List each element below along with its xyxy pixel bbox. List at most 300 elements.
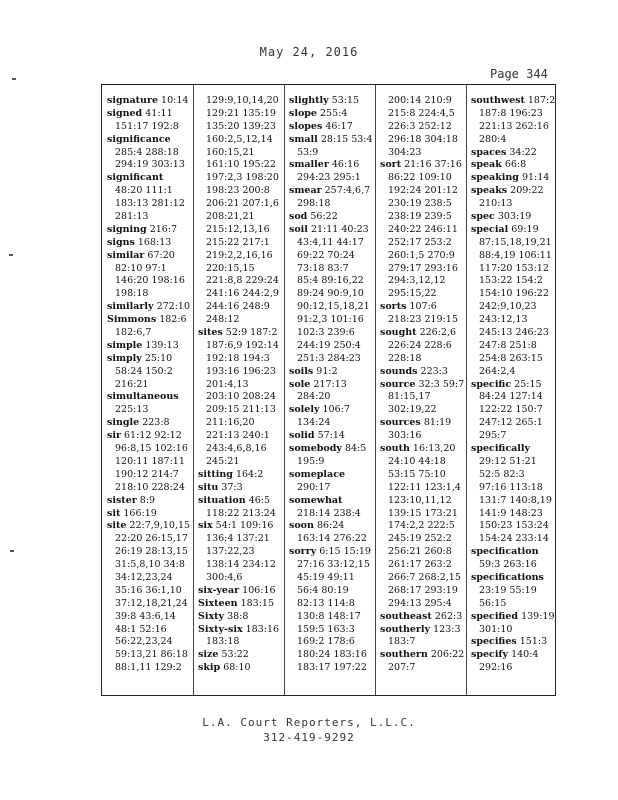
index-refs-continuation: 82:10 97:1 (115, 262, 167, 274)
index-refs-continuation: 73:18 83:7 (297, 262, 349, 274)
index-term: somebody (289, 443, 342, 455)
index-refs-continuation: 290:17 (297, 481, 331, 493)
index-refs-continuation: 256:21 260:8 (388, 546, 452, 558)
index-term: Sixteen (198, 597, 238, 609)
index-refs-continuation: 160:15,21 (206, 146, 255, 158)
index-term: soils (289, 365, 314, 377)
index-entry (471, 224, 557, 237)
index-refs-continuation: 228:18 (388, 352, 422, 364)
index-term: specifies (471, 636, 517, 648)
index-refs-continuation: 221:8,8 229:24 (206, 275, 279, 287)
index-refs-continuation: 96:8,15 102:16 (115, 443, 188, 455)
footer-phone: 312-419-9292 (263, 731, 355, 744)
index-entry (471, 636, 557, 649)
index-refs: 91:14 (521, 172, 550, 184)
index-refs-continuation: 29:12 51:21 (479, 455, 537, 467)
index-refs-continuation: 260:1,5 270:9 (388, 249, 455, 261)
column-divider (466, 85, 467, 695)
index-entry (107, 172, 193, 185)
index-refs: 303:19 (497, 211, 532, 223)
index-refs-continuation: 180:24 183:16 (297, 649, 367, 661)
index-entry (107, 95, 193, 108)
index-refs-continuation: 280:4 (479, 133, 507, 145)
index-refs: 183:16 (245, 623, 280, 635)
index-refs-continuation: 129:21 135:19 (206, 107, 276, 119)
index-entry (380, 301, 466, 314)
index-refs: 25:15 (514, 378, 542, 390)
index-term: sources (380, 417, 421, 429)
index-term: situ (198, 481, 219, 493)
index-refs-continuation: 151:17 192:8 (115, 120, 179, 132)
index-entry (380, 611, 466, 624)
index-refs-continuation: 58:24 150:2 (115, 365, 173, 377)
column-divider (193, 85, 194, 695)
scan-mark (9, 254, 13, 256)
index-refs-continuation: 56:15 (479, 597, 507, 609)
index-refs-continuation: 31:5,8,10 34:8 (115, 559, 185, 571)
index-refs-continuation: 243:4,6,8,16 (206, 443, 267, 455)
index-column-3 (289, 95, 375, 675)
index-refs-continuation: 245:21 (206, 455, 240, 467)
index-refs-continuation: 295:7 (479, 430, 507, 442)
index-refs-continuation: 209:15 211:13 (206, 404, 276, 416)
index-refs: 69:19 (511, 223, 539, 235)
index-refs-continuation: 200:14 210:9 (388, 95, 452, 106)
index-refs: 81:19 (423, 417, 452, 429)
index-refs: 67:20 (147, 249, 175, 261)
index-refs-continuation: 56:4 80:19 (297, 584, 349, 596)
index-refs-continuation: 139:15 173:21 (388, 507, 458, 519)
index-entry (380, 159, 466, 172)
index-entry (471, 185, 557, 198)
index-refs-continuation: 203:10 208:24 (206, 391, 276, 403)
index-refs-continuation: 187:8 196:23 (479, 107, 543, 119)
index-entry (198, 327, 284, 340)
index-refs-continuation: 174:2,2 222:5 (388, 520, 455, 532)
index-refs-continuation: 102:3 239:6 (297, 327, 355, 339)
index-refs: 54:1 109:16 (215, 520, 274, 532)
index-refs-continuation: 90:12,15,18,21 (297, 301, 370, 313)
index-refs: 86:24 (316, 520, 345, 532)
index-entry (471, 546, 557, 559)
index-refs: 106:16 (242, 584, 276, 596)
index-refs-continuation: 242:9,10,23 (479, 301, 537, 313)
index-refs-continuation: 88:4,19 106:11 (479, 249, 552, 261)
index-refs: 206:22 (430, 649, 465, 661)
index-refs: 257:4,6,7 (324, 185, 371, 197)
index-refs-continuation: 35:16 36:1,10 (115, 584, 182, 596)
index-refs-continuation: 266:7 268:2,15 (388, 571, 461, 583)
index-entry (380, 624, 466, 637)
index-table (101, 84, 556, 696)
index-entry (471, 649, 557, 662)
index-refs-continuation: 34:12,23,24 (115, 571, 173, 583)
index-refs-continuation: 220:15,15 (206, 262, 255, 274)
index-refs-continuation: 130:8 148:17 (297, 610, 361, 622)
index-refs-continuation: 206:21 207:1,6 (206, 198, 279, 210)
index-entry (107, 495, 193, 508)
footer-company: L.A. Court Reporters, L.L.C. (202, 716, 416, 729)
index-term: smear (289, 185, 322, 197)
column-divider (375, 85, 376, 695)
index-refs-continuation: 281:13 (115, 211, 149, 223)
index-refs-continuation: 241:16 244:2,9 (206, 288, 279, 300)
index-refs-continuation: 292:16 (479, 662, 513, 674)
index-refs-continuation: 302:19,22 (388, 404, 437, 416)
index-refs-continuation: 244:19 250:4 (297, 339, 361, 351)
index-refs: 91:2 (316, 365, 338, 377)
index-refs-continuation: 193:16 196:23 (206, 365, 276, 377)
index-refs-continuation: 190:12 214:7 (115, 468, 179, 480)
index-refs-continuation: 81:15,17 (388, 391, 431, 403)
index-refs-continuation: 24:10 44:18 (388, 455, 446, 467)
index-refs: 182:6 (159, 314, 187, 326)
index-entry (289, 366, 375, 379)
index-refs-continuation: 150:23 153:24 (479, 520, 549, 532)
index-entry (198, 611, 284, 624)
index-refs-continuation: 264:2,4 (479, 365, 516, 377)
index-term: speak (471, 159, 502, 171)
index-refs-continuation: 118:22 213:24 (206, 507, 276, 519)
index-refs-continuation: 216:21 (115, 378, 149, 390)
index-refs: 139:13 (145, 339, 179, 351)
index-refs-continuation: 87:15,18,19,21 (479, 236, 552, 248)
index-refs-continuation: 198:18 (115, 288, 149, 300)
index-term: similar (107, 249, 145, 261)
index-term: soon (289, 520, 314, 532)
index-entry (380, 649, 466, 662)
index-refs-continuation: 221:13 240:1 (206, 430, 270, 442)
index-term: sorry (289, 546, 317, 558)
index-entry (471, 172, 557, 185)
index-entry (289, 211, 375, 224)
index-refs: 6:15 15:19 (319, 546, 371, 558)
index-term: signed (107, 107, 143, 119)
index-refs: 223:8 (142, 417, 170, 429)
index-term: spec (471, 211, 495, 223)
index-term: specifications (471, 571, 544, 583)
index-refs: 56:22 (310, 211, 338, 223)
index-refs: 66:8 (504, 159, 527, 171)
index-refs-continuation: 123:10,11,12 (388, 494, 452, 506)
index-entry (289, 469, 375, 482)
index-refs-continuation: 48:1 52:16 (115, 623, 167, 635)
index-term: sounds (380, 365, 418, 377)
index-term: spaces (471, 146, 507, 158)
index-entry (380, 417, 466, 430)
index-entry (471, 159, 557, 172)
index-entry (289, 159, 375, 172)
index-entry (289, 108, 375, 121)
index-refs-continuation: 37:12,18,21,24 (115, 597, 188, 609)
index-term: solely (289, 404, 320, 416)
index-term: specification (471, 546, 539, 558)
index-refs-continuation: 22:20 26:15,17 (115, 533, 188, 545)
index-refs-continuation: 23:19 55:19 (479, 584, 537, 596)
index-refs-continuation: 254:8 263:15 (479, 352, 543, 364)
index-entry (289, 546, 375, 559)
index-term: sod (289, 211, 308, 223)
index-refs-continuation: 298:18 (297, 198, 331, 210)
header-date: May 24, 2016 (259, 45, 359, 59)
index-entry (198, 585, 284, 598)
index-refs-continuation: 294:13 295:4 (388, 597, 452, 609)
index-refs-continuation: 69:22 70:24 (297, 249, 355, 261)
index-refs-continuation: 218:23 219:15 (388, 314, 458, 326)
index-refs-continuation: 247:8 251:8 (479, 339, 537, 351)
index-refs-continuation: 294:19 303:13 (115, 159, 185, 171)
index-refs: 21:16 37:16 (404, 159, 462, 171)
index-term: signs (107, 236, 135, 248)
index-refs-continuation: 284:20 (297, 391, 331, 403)
index-refs-continuation: 82:13 114:8 (297, 597, 355, 609)
index-refs: 168:13 (137, 236, 172, 248)
page-number: Page 344 (490, 67, 548, 81)
index-refs: 187:2 (527, 95, 556, 106)
index-refs-continuation: 120:11 187:11 (115, 455, 185, 467)
index-refs-continuation: 211:16,20 (206, 417, 255, 429)
index-term: sought (380, 327, 417, 339)
index-entry (107, 520, 193, 533)
index-refs-continuation: 245:19 252:2 (388, 533, 452, 545)
index-refs-continuation: 169:2 178:6 (297, 636, 355, 648)
index-term: sit (107, 507, 121, 519)
index-refs: 217:13 (313, 378, 347, 390)
index-entry (289, 121, 375, 134)
index-term: simply (107, 352, 142, 364)
index-refs-continuation: 210:13 (479, 198, 513, 210)
index-refs-continuation: 27:16 33:12,15 (297, 559, 370, 571)
index-term: sitting (198, 468, 233, 480)
index-term: significant (107, 172, 164, 184)
index-term: slightly (289, 95, 329, 106)
index-refs-continuation: 225:13 (115, 404, 149, 416)
index-refs-continuation: 161:10 195:22 (206, 159, 276, 171)
index-refs-continuation: 198:23 200:8 (206, 185, 270, 197)
index-refs-continuation: 89:24 90:9,10 (297, 288, 364, 300)
index-refs: 68:10 (223, 662, 251, 674)
index-refs-continuation: 154:24 233:14 (479, 533, 549, 545)
index-refs: 262:3 (434, 610, 463, 622)
index-refs-continuation: 154:10 196:22 (479, 288, 549, 300)
index-term: skip (198, 662, 221, 674)
index-refs-continuation: 197:2,3 198:20 (206, 172, 279, 184)
index-term: sort (380, 159, 402, 171)
index-refs-continuation: 207:7 (388, 662, 416, 674)
index-refs-continuation: 141:9 148:23 (479, 507, 543, 519)
index-refs: 10:14 (161, 95, 189, 106)
index-refs: 61:12 92:12 (124, 430, 182, 442)
index-refs: 139:19 (521, 610, 555, 622)
index-entry (471, 611, 557, 624)
index-refs-continuation: 45:19 49:11 (297, 571, 355, 583)
index-refs-continuation: 294:3,12,12 (388, 275, 446, 287)
index-refs-continuation: 97:16 113:18 (479, 481, 543, 493)
index-term: somewhat (289, 494, 343, 506)
index-refs-continuation: 138:14 234:12 (206, 559, 276, 571)
index-term: sole (289, 378, 311, 390)
index-refs: 8:9 (139, 494, 156, 506)
index-refs-continuation: 117:20 153:12 (479, 262, 549, 274)
index-term: similarly (107, 301, 154, 313)
index-term: specified (471, 610, 519, 622)
index-column-1 (107, 95, 193, 675)
index-refs-continuation: 300:4,6 (206, 571, 243, 583)
index-refs-continuation: 238:19 239:5 (388, 211, 452, 223)
index-entry (198, 662, 284, 675)
index-refs-continuation: 146:20 198:16 (115, 275, 185, 287)
index-refs: 38:8 (227, 610, 249, 622)
index-refs-continuation: 192:24 201:12 (388, 185, 458, 197)
index-term: southern (380, 649, 428, 661)
index-refs-continuation: 59:3 263:16 (479, 559, 537, 571)
index-refs-continuation: 304:23 (388, 146, 422, 158)
index-entry (380, 379, 466, 392)
index-refs: 166:19 (123, 507, 157, 519)
index-refs-continuation: 215:22 217:1 (206, 236, 270, 248)
index-entry (289, 404, 375, 417)
index-refs-continuation: 135:20 139:23 (206, 120, 276, 132)
index-refs: 32:3 59:7 (418, 378, 465, 390)
index-term: Simmons (107, 314, 157, 326)
index-entry (198, 598, 284, 611)
index-term: slope (289, 107, 317, 119)
index-refs-continuation: 43:4,11 44:17 (297, 236, 364, 248)
index-refs: 107:6 (409, 301, 437, 313)
index-refs-continuation: 137:22,23 (206, 546, 255, 558)
index-entry (107, 301, 193, 314)
index-refs: 223:3 (420, 365, 448, 377)
index-entry (107, 340, 193, 353)
index-entry (471, 443, 557, 456)
index-refs-continuation: 201:4,13 (206, 378, 249, 390)
index-refs: 46:5 (248, 494, 271, 506)
index-refs-continuation: 279:17 293:16 (388, 262, 458, 274)
index-refs-continuation: 53:9 (297, 146, 319, 158)
index-term: specifically (471, 443, 531, 455)
index-term: situation (198, 494, 246, 506)
index-entry (380, 443, 466, 456)
index-refs-continuation: 301:10 (479, 623, 513, 635)
index-entry (107, 108, 193, 121)
index-term: significance (107, 133, 171, 145)
index-term: sir (107, 430, 121, 442)
index-refs: 53:15 (331, 95, 360, 106)
scan-mark (10, 550, 14, 552)
index-refs-continuation: 244:16 248:9 (206, 301, 270, 313)
index-column-5 (471, 95, 557, 675)
index-refs-continuation: 91:2,3 101:16 (297, 314, 364, 326)
index-entry (198, 482, 284, 495)
index-refs: 34:22 (509, 146, 537, 158)
index-term: sites (198, 327, 223, 339)
index-refs: 37:3 (221, 481, 243, 493)
index-refs-continuation: 219:2,2,16,16 (206, 249, 273, 261)
index-term: speaking (471, 172, 519, 184)
index-entry (289, 379, 375, 392)
index-term: site (107, 520, 127, 532)
index-refs-continuation: 84:24 127:14 (479, 391, 543, 403)
index-entry (198, 469, 284, 482)
index-refs: 106:7 (322, 404, 350, 416)
index-term: slopes (289, 120, 323, 132)
index-refs-continuation: 218:14 238:4 (297, 507, 361, 519)
index-refs: 41:11 (145, 107, 173, 119)
index-entry (289, 224, 375, 237)
index-refs-continuation: 153:22 154:2 (479, 275, 543, 287)
index-entry (289, 185, 375, 198)
index-refs: 272:10 (156, 301, 190, 313)
index-refs-continuation: 195:9 (297, 455, 325, 467)
index-refs: 123:3 (433, 623, 461, 635)
index-refs-continuation: 268:17 293:19 (388, 584, 458, 596)
index-entry (107, 314, 193, 327)
index-refs-continuation: 294:23 295:1 (297, 172, 361, 184)
index-entry (289, 95, 375, 108)
index-refs: 53:22 (221, 649, 249, 661)
index-entry (107, 417, 193, 430)
index-entry (198, 520, 284, 533)
index-refs-continuation: 192:18 194:3 (206, 352, 270, 364)
index-refs: 255:4 (320, 107, 348, 119)
index-refs: 25:10 (144, 352, 173, 364)
index-refs-continuation: 183:17 197:22 (297, 662, 367, 674)
index-entry (471, 147, 557, 160)
index-entry (107, 353, 193, 366)
index-term: Sixty (198, 610, 225, 622)
index-refs-continuation: 240:22 246:11 (388, 223, 458, 235)
index-term: six-year (198, 584, 240, 596)
index-entry (289, 520, 375, 533)
index-term: size (198, 649, 219, 661)
index-entry (289, 443, 375, 456)
index-refs-continuation: 285:4 288:18 (115, 146, 179, 158)
index-term: smaller (289, 159, 329, 171)
index-term: sorts (380, 301, 407, 313)
index-entry (198, 649, 284, 662)
index-term: southerly (380, 623, 431, 635)
index-refs-continuation: 59:13,21 86:18 (115, 649, 188, 661)
index-refs: 57:14 (317, 430, 345, 442)
index-entry (107, 250, 193, 263)
index-entry (471, 572, 557, 585)
index-refs-continuation: 53:15 75:10 (388, 468, 446, 480)
index-refs-continuation: 183:7 (388, 636, 416, 648)
index-term: sister (107, 494, 137, 506)
index-refs-continuation: 226:24 228:6 (388, 339, 452, 351)
index-refs-continuation: 182:6,7 (115, 327, 152, 339)
index-entry (289, 134, 375, 147)
index-refs-continuation: 218:10 228:24 (115, 481, 185, 493)
index-term: specify (471, 649, 509, 661)
index-refs: 209:22 (510, 185, 544, 197)
index-refs-continuation: 122:22 150:7 (479, 404, 543, 416)
index-term: six (198, 520, 213, 532)
index-refs-continuation: 159:5 163:3 (297, 623, 355, 635)
index-refs: 151:3 (519, 636, 548, 648)
index-refs-continuation: 129:9,10,14,20 (206, 95, 279, 106)
index-refs-continuation: 85:4 89:16,22 (297, 275, 364, 287)
index-term: signature (107, 95, 159, 106)
scan-mark (12, 78, 16, 80)
index-refs-continuation: 252:17 253:2 (388, 236, 452, 248)
index-refs: 46:16 (331, 159, 360, 171)
index-refs-continuation: 26:19 28:13,15 (115, 546, 188, 558)
index-refs-continuation: 134:24 (297, 417, 331, 429)
index-refs-continuation: 160:2,5,12,14 (206, 133, 273, 145)
index-refs-continuation: 163:14 276:22 (297, 533, 367, 545)
index-refs-continuation: 251:3 284:23 (297, 352, 361, 364)
